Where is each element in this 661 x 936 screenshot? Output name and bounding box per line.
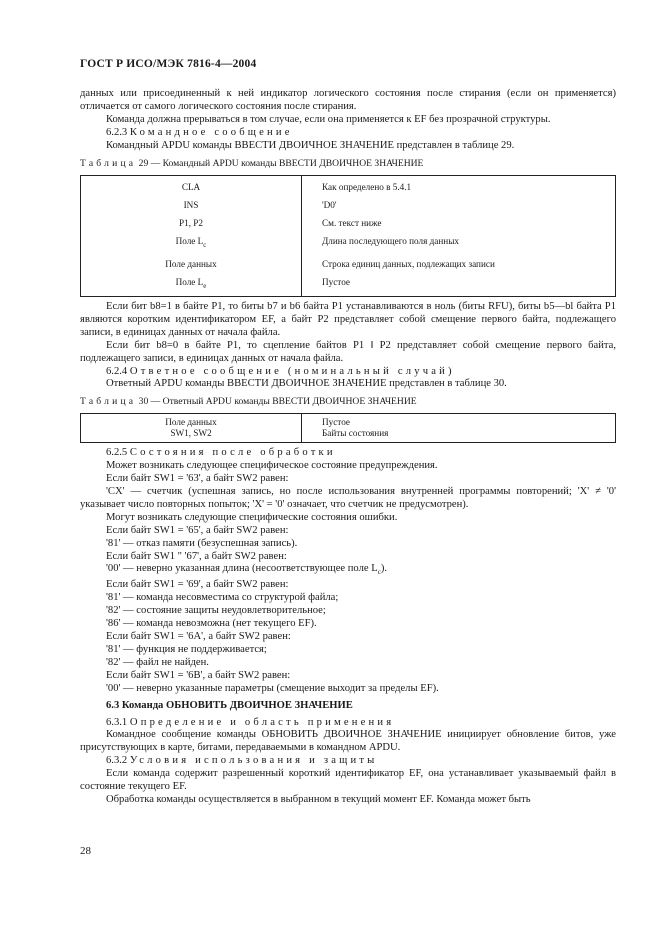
paragraph: Если бит b8=1 в байте P1, то биты b7 и b6 байта P1 устанавливаются в ноль (биты RFU), биты b5—bl байта P1 являются коротким идентификатором EF, а байт P2 представляет собой смещение первого байта, подлежащего записи, в единицах данных от начала файла. [80, 300, 616, 338]
paragraph: Если команда содержит разрешенный короткий идентификатор EF, она устанавливает указываемый файл в состояние текущего EF. [80, 768, 616, 793]
paragraph: Если бит b8=0 в байте P1, то сцепление байтов P1 ‖ P2 представляет собой смещение первого байта, подлежащего записи, в единицах данных от начала файла. [80, 339, 616, 364]
list-item: Если байт SW1 = '6B', а байт SW2 равен: [106, 669, 291, 681]
list-item: Может возникать следующее специфическое состояние предупреждения. [106, 460, 438, 472]
paragraph: Ответный APDU команды ВВЕСТИ ДВОИЧНОЕ ЗНАЧЕНИЕ представлен в таблице 30. [106, 378, 507, 390]
paragraph: данных или присоединенный к ней индикатор логического состояния после стирания (если он применяется) отличается от самого логического состояния после стирания. [80, 88, 616, 112]
list-item: '81' — команда несовместима со структурой файла; [106, 592, 339, 604]
list-item: Если байт SW1 " '67', а байт SW2 равен: [106, 550, 287, 562]
page-number: 28 [80, 845, 91, 857]
list-item: '82' — файл не найден. [106, 656, 209, 668]
table-row: CLA Как определено в 5.4.1 [81, 175, 616, 197]
paragraph: Командный APDU команды ВВЕСТИ ДВОИЧНОЕ ЗНАЧЕНИЕ представлен в таблице 29. [106, 139, 515, 151]
table-row: INS 'D0' [81, 197, 616, 215]
list-item: '00' — неверно указанная длина (несоответствующее поле $L_c$). [106, 563, 387, 577]
list-item: Могут возникать следующие специфические состояния ошибки. [106, 511, 398, 523]
section-heading-6-2-3: 6.2.3 Командное сообщение [106, 126, 293, 138]
list-item: Если байт SW1 = '65', а байт SW2 равен: [106, 524, 289, 536]
table-29-caption: Таблица 29 — Командный APDU команды ВВЕСТИ ДВОИЧНОЕ ЗНАЧЕНИЕ [80, 157, 424, 169]
list-item: 'CX' — счетчик (успешная запись, но после использования внутренней программы повторений; 'X' ≠ '0' указывает число повторных попыток; 'X' = '0' означает, что счетчик не предусмотрен). [80, 486, 616, 510]
table-30-caption: Таблица 30 — Ответный APDU команды ВВЕСТИ ДВОИЧНОЕ ЗНАЧЕНИЕ [80, 396, 417, 408]
section-heading-6-3: 6.3 Команда ОБНОВИТЬ ДВОИЧНОЕ ЗНАЧЕНИЕ [106, 699, 353, 711]
list-item: '00' — неверно указанные параметры (смещение выходит за пределы EF). [106, 682, 439, 694]
section-heading-6-2-5: 6.2.5 Состояния после обработки [106, 447, 336, 459]
paragraph: Командное сообщение команды ОБНОВИТЬ ДВОИЧНОЕ ЗНАЧЕНИЕ инициирует обновление битов, уже присутствующих в карте, битами, передаваемыми в командном APDU. [80, 729, 616, 754]
list-item: Если байт SW1 = '63', а байт SW2 равен: [106, 473, 289, 485]
page [80, 58, 616, 807]
list-item: '81' — функция не поддерживается; [106, 644, 267, 656]
paragraph: Обработка команды осуществляется в выбранном в текущий момент EF. Команда может быть [106, 793, 531, 805]
list-item: Если байт SW1 = '6A', а байт SW2 равен: [106, 631, 291, 643]
status-list [80, 460, 616, 695]
table-row: Поле данных Строка единиц данных, подлежащих записи [81, 256, 616, 274]
list-item: '82' — состояние защиты неудовлетворительное; [106, 605, 326, 617]
paragraph: Команда должна прерываться в том случае, если она применяется к EF без прозрачной структуры. [106, 113, 551, 125]
table-29 [80, 175, 616, 297]
table-row: Поле данных SW1, SW2 Пустое Байты состояния [81, 414, 616, 443]
section-heading-6-2-4: 6.2.4 Ответное сообщение (номинальный случай) [106, 365, 455, 377]
table-30 [80, 413, 616, 443]
list-item: Если байт SW1 = '69', а байт SW2 равен: [106, 579, 289, 591]
table-row: P1, P2 См. текст ниже [81, 215, 616, 233]
list-item: '81' — отказ памяти (безуспешная запись). [106, 537, 298, 549]
section-heading-6-3-1: 6.3.1 Определение и область применения [106, 716, 395, 728]
page-header: ГОСТ Р ИСО/МЭК 7816-4—2004 [80, 58, 257, 70]
section-heading-6-3-2: 6.3.2 Условия использования и защиты [106, 755, 378, 767]
list-item: '86' — команда невозможна (нет текущего EF). [106, 618, 317, 630]
table-row: Поле $L_e$ Пустое [81, 274, 616, 297]
table-row: Поле $L_c$ Длина последующего поля данных [81, 233, 616, 255]
